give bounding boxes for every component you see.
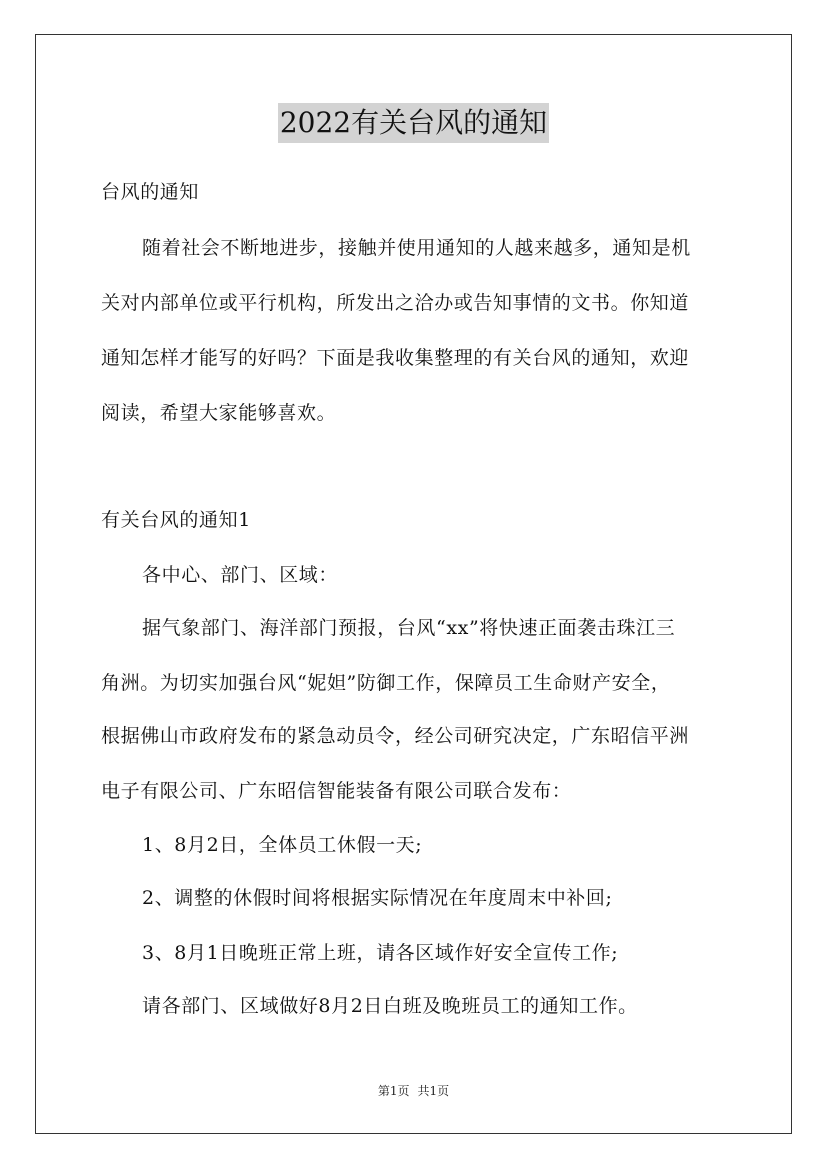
intro-line: 关对内部单位或平行机构，所发出之洽办或告知事情的文书。你知道 (101, 292, 690, 314)
list-item: 3、8月1日晚班正常上班，请各区域作好安全宣传工作; (142, 942, 619, 964)
title-container (0, 103, 827, 143)
page-total: 共1页 (417, 1084, 450, 1098)
page-footer (0, 1082, 827, 1100)
intro-line: 通知怎样才能写的好吗？下面是我收集整理的有关台风的通知，欢迎 (101, 347, 690, 369)
list-item: 2、调整的休假时间将根据实际情况在年度周末中补回; (142, 887, 613, 909)
body-line: 电子有限公司、广东昭信智能装备有限公司联合发布： (101, 780, 572, 802)
intro-line: 阅读，希望大家能够喜欢。 (101, 402, 337, 424)
list-item: 1、8月2日，全体员工休假一天; (142, 834, 423, 856)
section-heading: 台风的通知 (101, 181, 200, 203)
page-number: 第1页 (377, 1084, 410, 1098)
salutation: 各中心、部门、区域： (142, 564, 339, 586)
intro-line: 随着社会不断地进步，接触并使用通知的人越来越多，通知是机 (142, 237, 691, 259)
closing-line: 请各部门、区域做好8月2日白班及晚班员工的通知工作。 (142, 995, 638, 1017)
notice-heading: 有关台风的通知1 (101, 509, 251, 531)
document-title: 2022有关台风的通知 (278, 103, 549, 143)
body-line: 据气象部门、海洋部门预报，台风“xx”将快速正面袭击珠江三 (142, 617, 676, 639)
body-line: 角洲。为切实加强台风“妮妲”防御工作，保障员工生命财产安全， (101, 672, 671, 694)
body-line: 根据佛山市政府发布的紧急动员令，经公司研究决定，广东昭信平洲 (101, 725, 690, 747)
